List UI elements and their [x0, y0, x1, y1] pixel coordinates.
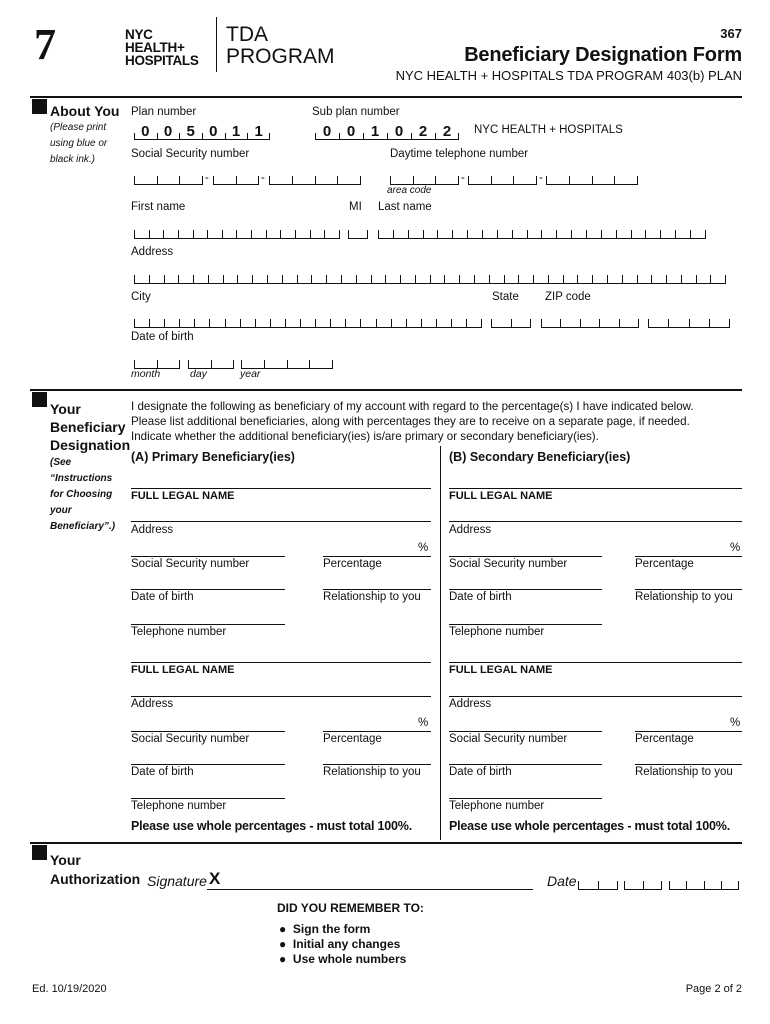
primary-1-dob-label: Date of birth — [131, 591, 194, 603]
secondary-1-ssn-label: Social Security number — [449, 558, 568, 570]
reminder-item — [279, 952, 406, 967]
secondary-1-name-label: FULL LEGAL NAME — [449, 490, 553, 502]
program-title — [226, 24, 335, 68]
edition-date: Ed. 10/19/2020 — [32, 983, 107, 995]
primary-total-note: Please use whole percentages - must total 100%. — [131, 819, 412, 833]
dob-day-label: day — [190, 368, 207, 380]
primary-1-address-label: Address — [131, 524, 174, 536]
plan-digit: 1 — [247, 125, 270, 139]
primary-2-name-line[interactable] — [131, 662, 431, 663]
secondary-2-relationship-line[interactable] — [635, 764, 742, 765]
phone-label: Daytime telephone number — [390, 148, 529, 160]
about-note-line-3: black ink.) — [50, 154, 96, 165]
signature-label: Signature — [147, 873, 207, 889]
page-indicator: Page 2 of 2 — [685, 983, 742, 995]
secondary-2-dob-label: Date of birth — [449, 766, 512, 778]
mi-label: MI — [349, 201, 362, 213]
logo-line-2: HEALTH+ — [125, 40, 185, 55]
primary-2-percentage-line[interactable] — [323, 731, 431, 732]
about-section-marker — [32, 99, 47, 114]
address-field[interactable] — [134, 275, 726, 284]
primary-2-dob-label: Date of birth — [131, 766, 194, 778]
secondary-1-dob-line[interactable] — [449, 589, 602, 590]
primary-1-telephone-label: Telephone number — [131, 626, 227, 638]
zip-ext-field[interactable] — [648, 319, 730, 328]
primary-1-percentage-label: Percentage — [323, 558, 382, 570]
primary-2-relationship-label: Relationship to you — [323, 766, 421, 778]
plan-digit: 1 — [225, 125, 248, 139]
employer-name: NYC HEALTH + HOSPITALS — [474, 124, 623, 136]
beneficiary-note-line-3: for Choosing — [50, 489, 113, 500]
secondary-1-dob-label: Date of birth — [449, 591, 512, 603]
authorization-section-marker — [32, 845, 47, 860]
primary-2-relationship-line[interactable] — [323, 764, 431, 765]
primary-1-name-line[interactable] — [131, 488, 431, 489]
logo-line-3: HOSPITALS — [125, 53, 199, 68]
beneficiary-section-rule — [30, 842, 742, 844]
mi-field[interactable] — [348, 230, 368, 239]
secondary-1-relationship-label: Relationship to you — [635, 591, 733, 603]
reminder-text: Use whole numbers — [292, 952, 407, 966]
primary-heading: (A) Primary Beneficiary(ies) — [131, 450, 295, 464]
sub-plan-field[interactable] — [315, 125, 459, 140]
dob-year-label: year — [240, 368, 261, 380]
column-divider — [440, 446, 441, 840]
instruction-line-2: Please list additional beneficiaries, along with percentages they are to receive on a separate page, if needed. — [131, 415, 690, 428]
about-note-line-1: (Please print — [50, 122, 107, 133]
sub-plan-digit: 0 — [387, 125, 411, 139]
state-label: State — [492, 291, 519, 303]
primary-2-dob-line[interactable] — [131, 764, 285, 765]
beneficiary-note-line-5: Beneficiary”.) — [50, 521, 116, 532]
bullet-icon: ● — [279, 922, 293, 936]
plan-number-label: Plan number — [131, 106, 197, 118]
secondary-1-relationship-line[interactable] — [635, 589, 742, 590]
bullet-icon: ● — [279, 937, 293, 951]
phone-dash-1: - — [461, 172, 465, 184]
form-title: Beneficiary Designation Form — [464, 44, 742, 66]
instruction-line-1: I designate the following as beneficiary of my account with regard to the percentage(s) I have indicated below. — [131, 400, 694, 413]
sub-plan-digit: 2 — [435, 125, 459, 139]
area-code-label: area code — [387, 185, 432, 196]
page-number: 7 — [34, 20, 56, 69]
program-line-1: TDA — [226, 23, 268, 46]
form-code: 367 — [720, 26, 742, 41]
date-day-field[interactable] — [624, 881, 662, 890]
reminder-item — [279, 937, 406, 952]
about-title: About You — [50, 103, 120, 119]
secondary-1-telephone-line[interactable] — [449, 624, 602, 625]
primary-1-percent-sign: % — [418, 542, 429, 554]
authorization-title — [50, 851, 140, 889]
sub-plan-digit: 1 — [363, 125, 387, 139]
ssn-dash-2: - — [261, 172, 265, 184]
ssn-dash-1: - — [205, 172, 209, 184]
city-field[interactable] — [134, 319, 482, 328]
beneficiary-title — [50, 400, 130, 454]
secondary-1-percentage-label: Percentage — [635, 558, 694, 570]
sub-plan-digit: 0 — [315, 125, 339, 139]
beneficiary-title-line-3: Designation — [50, 437, 131, 453]
secondary-2-telephone-line[interactable] — [449, 798, 602, 799]
designation-instructions — [131, 399, 694, 444]
beneficiary-note-line-2: “Instructions — [50, 473, 113, 484]
city-label: City — [131, 291, 151, 303]
secondary-2-relationship-label: Relationship to you — [635, 766, 733, 778]
primary-2-ssn-label: Social Security number — [131, 733, 250, 745]
signature-x: X — [209, 869, 221, 888]
first-name-label: First name — [131, 201, 186, 213]
about-note — [50, 120, 107, 168]
secondary-2-name-label: FULL LEGAL NAME — [449, 664, 553, 676]
beneficiary-note — [50, 455, 115, 535]
state-field[interactable] — [491, 319, 531, 328]
primary-1-ssn-label: Social Security number — [131, 558, 250, 570]
secondary-1-name-line[interactable] — [449, 488, 742, 489]
reminder-text: Initial any changes — [292, 937, 401, 951]
date-label: Date — [547, 873, 577, 889]
signature-line[interactable] — [207, 889, 533, 890]
phone-line[interactable] — [546, 176, 638, 185]
reminder-text: Sign the form — [292, 922, 371, 936]
dob-month-label: month — [131, 368, 161, 380]
authorization-title-line-2: Authorization — [50, 871, 141, 887]
phone-dash-2: - — [539, 172, 543, 184]
sub-plan-digit: 2 — [411, 125, 435, 139]
beneficiary-note-line-4: your — [50, 505, 72, 516]
authorization-title-line-1: Your — [50, 852, 81, 868]
secondary-1-ssn-line[interactable] — [449, 556, 602, 557]
primary-2-name-label: FULL LEGAL NAME — [131, 664, 235, 676]
primary-1-dob-line[interactable] — [131, 589, 285, 590]
plan-digit: 0 — [202, 125, 225, 139]
reminder-item — [279, 922, 406, 937]
secondary-2-telephone-label: Telephone number — [449, 800, 545, 812]
header-rule — [30, 96, 742, 98]
form-subtitle: NYC HEALTH + HOSPITALS TDA PROGRAM 403(b) PLAN — [395, 68, 742, 83]
primary-2-percent-sign: % — [418, 717, 429, 729]
primary-2-telephone-line[interactable] — [131, 798, 285, 799]
primary-1-address-line[interactable] — [131, 521, 431, 522]
ssn-part-2[interactable] — [213, 176, 259, 185]
primary-2-ssn-line[interactable] — [131, 731, 285, 732]
zip-field[interactable] — [541, 319, 639, 328]
primary-1-relationship-line[interactable] — [323, 589, 431, 590]
secondary-1-percentage-line[interactable] — [635, 556, 742, 557]
secondary-2-ssn-line[interactable] — [449, 731, 602, 732]
date-month-field[interactable] — [578, 881, 618, 890]
secondary-2-percentage-label: Percentage — [635, 733, 694, 745]
ssn-part-3[interactable] — [269, 176, 361, 185]
about-note-line-2: using blue or — [50, 138, 108, 149]
plan-digit: 5 — [179, 125, 202, 139]
bullet-icon: ● — [279, 952, 293, 966]
primary-2-address-line[interactable] — [131, 696, 431, 697]
secondary-total-note: Please use whole percentages - must total 100%. — [449, 819, 730, 833]
plan-digit: 0 — [157, 125, 180, 139]
plan-digit: 0 — [134, 125, 157, 139]
secondary-2-address-line[interactable] — [449, 696, 742, 697]
ssn-label: Social Security number — [131, 148, 250, 160]
primary-1-percentage-line[interactable] — [323, 556, 431, 557]
sub-plan-digit: 0 — [339, 125, 363, 139]
beneficiary-note-line-1: (See — [50, 457, 72, 468]
phone-prefix[interactable] — [468, 176, 537, 185]
reminder-list — [279, 922, 406, 967]
beneficiary-title-line-2: Beneficiary — [50, 419, 126, 435]
primary-2-percentage-label: Percentage — [323, 733, 382, 745]
zip-label: ZIP code — [545, 291, 591, 303]
instruction-line-3: Indicate whether the additional beneficiary(ies) is/are primary or secondary beneficiary(ies). — [131, 430, 599, 443]
secondary-2-dob-line[interactable] — [449, 764, 602, 765]
logo-line-1: NYC — [125, 27, 153, 42]
first-name-field[interactable] — [134, 230, 340, 239]
secondary-2-address-label: Address — [449, 698, 492, 710]
secondary-2-name-line[interactable] — [449, 662, 742, 663]
logo-divider — [216, 17, 217, 72]
nyc-health-hospitals-logo — [125, 28, 199, 67]
secondary-2-percentage-line[interactable] — [635, 731, 742, 732]
secondary-1-address-line[interactable] — [449, 521, 742, 522]
sub-plan-label: Sub plan number — [312, 106, 400, 118]
secondary-1-address-label: Address — [449, 524, 492, 536]
ssn-part-1[interactable] — [134, 176, 203, 185]
secondary-1-telephone-label: Telephone number — [449, 626, 545, 638]
beneficiary-section-marker — [32, 392, 47, 407]
secondary-heading: (B) Secondary Beneficiary(ies) — [449, 450, 631, 464]
about-section-rule — [30, 389, 742, 391]
primary-1-telephone-line[interactable] — [131, 624, 285, 625]
dob-label: Date of birth — [131, 331, 194, 343]
reminder-title: DID YOU REMEMBER TO: — [277, 901, 424, 915]
secondary-2-ssn-label: Social Security number — [449, 733, 568, 745]
phone-area-code[interactable] — [390, 176, 459, 185]
program-line-2: PROGRAM — [226, 45, 335, 68]
date-year-field[interactable] — [669, 881, 739, 890]
primary-1-relationship-label: Relationship to you — [323, 591, 421, 603]
last-name-field[interactable] — [378, 230, 706, 239]
primary-2-address-label: Address — [131, 698, 174, 710]
secondary-2-percent-sign: % — [730, 717, 741, 729]
last-name-label: Last name — [378, 201, 432, 213]
plan-number-field[interactable] — [134, 125, 270, 140]
beneficiary-title-line-1: Your — [50, 401, 81, 417]
primary-1-name-label: FULL LEGAL NAME — [131, 490, 235, 502]
primary-2-telephone-label: Telephone number — [131, 800, 227, 812]
primary-1-ssn-line[interactable] — [131, 556, 285, 557]
address-label: Address — [131, 246, 174, 258]
secondary-1-percent-sign: % — [730, 542, 741, 554]
